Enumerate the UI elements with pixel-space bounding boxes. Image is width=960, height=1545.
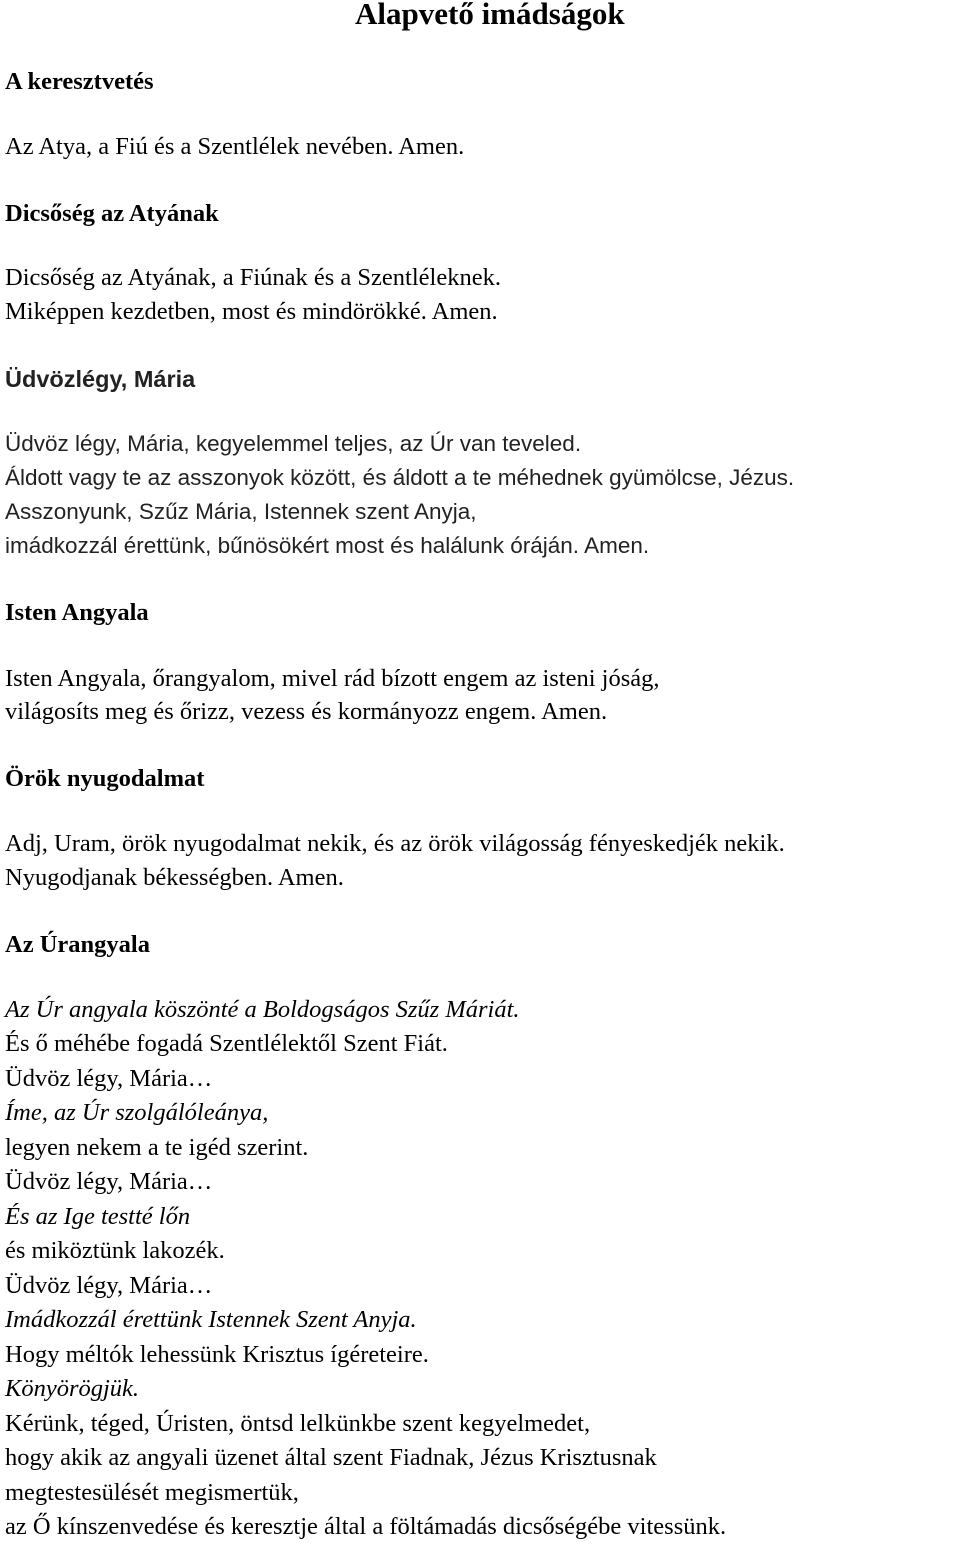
prayer-line: Isten Angyala, őrangyalom, mivel rád bízott engem az isteni jóság,: [5, 665, 660, 692]
prayer-line: Az Atya, a Fiú és a Szentlélek nevében. Amen.: [5, 133, 465, 160]
prayer-line: És ő méhébe fogadá Szentlélektől Szent Fiát.: [5, 1030, 448, 1057]
prayer-line: Adj, Uram, örök nyugodalmat nekik, és az örök világosság fényeskedjék nekik.: [5, 830, 785, 857]
prayer-line: Asszonyunk, Szűz Mária, Istennek szent Anyja,: [5, 499, 477, 524]
prayer-line: és miköztünk lakozék.: [5, 1237, 225, 1264]
prayer-heading-dicsoseg: Dicsőség az Atyának: [5, 200, 219, 227]
prayer-line: Üdvöz légy, Mária…: [5, 1065, 213, 1092]
prayer-line: Üdvöz légy, Mária, kegyelemmel teljes, az Úr van teveled.: [5, 431, 582, 456]
prayer-line: imádkozzál érettünk, bűnösökért most és halálunk óráján. Amen.: [5, 533, 650, 558]
prayer-line: Imádkozzál érettünk Istennek Szent Anyja.: [5, 1306, 417, 1333]
prayer-line: Íme, az Úr szolgálóleánya,: [5, 1099, 269, 1126]
prayer-line: az Ő kínszenvedése és keresztje által a föltámadás dicsőségébe vitessünk.: [5, 1513, 727, 1540]
prayer-heading-urangyala: Az Úrangyala: [5, 931, 150, 958]
prayer-heading-keresztvetes: A keresztvetés: [5, 68, 154, 95]
prayer-line: legyen nekem a te igéd szerint.: [5, 1134, 309, 1161]
prayer-line: Üdvöz légy, Mária…: [5, 1168, 213, 1195]
prayer-line: Miképpen kezdetben, most és mindörökké. Amen.: [5, 298, 498, 325]
prayer-line: Kérünk, téged, Úristen, öntsd lelkünkbe szent kegyelmedet,: [5, 1410, 591, 1437]
prayer-line: Áldott vagy te az asszonyok között, és áldott a te méhednek gyümölcse, Jézus.: [5, 465, 795, 490]
prayer-line: Az Úr angyala köszönté a Boldogságos Szűz Máriát.: [5, 996, 520, 1023]
prayer-heading-orok-nyugodalmat: Örök nyugodalmat: [5, 765, 205, 792]
prayer-line: Hogy méltók lehessünk Krisztus ígéreteire.: [5, 1341, 429, 1368]
prayer-line: megtestesülését megismertük,: [5, 1479, 299, 1506]
prayer-line: Üdvöz légy, Mária…: [5, 1272, 213, 1299]
prayer-line: És az Ige testté lőn: [5, 1203, 191, 1230]
prayer-line: Dicsőség az Atyának, a Fiúnak és a Szentléleknek.: [5, 264, 501, 291]
prayer-line: Nyugodjanak békességben. Amen.: [5, 864, 344, 891]
prayer-heading-udvozlegy: Üdvözlégy, Mária: [5, 366, 196, 392]
prayer-line: világosíts meg és őrizz, vezess és kormányozz engem. Amen.: [5, 698, 608, 725]
prayer-line: hogy akik az angyali üzenet által szent Fiadnak, Jézus Krisztusnak: [5, 1444, 657, 1471]
page-title: Alapvető imádságok: [355, 0, 625, 31]
prayer-heading-isten-angyala: Isten Angyala: [5, 599, 149, 626]
prayer-line: Könyörögjük.: [5, 1375, 140, 1402]
